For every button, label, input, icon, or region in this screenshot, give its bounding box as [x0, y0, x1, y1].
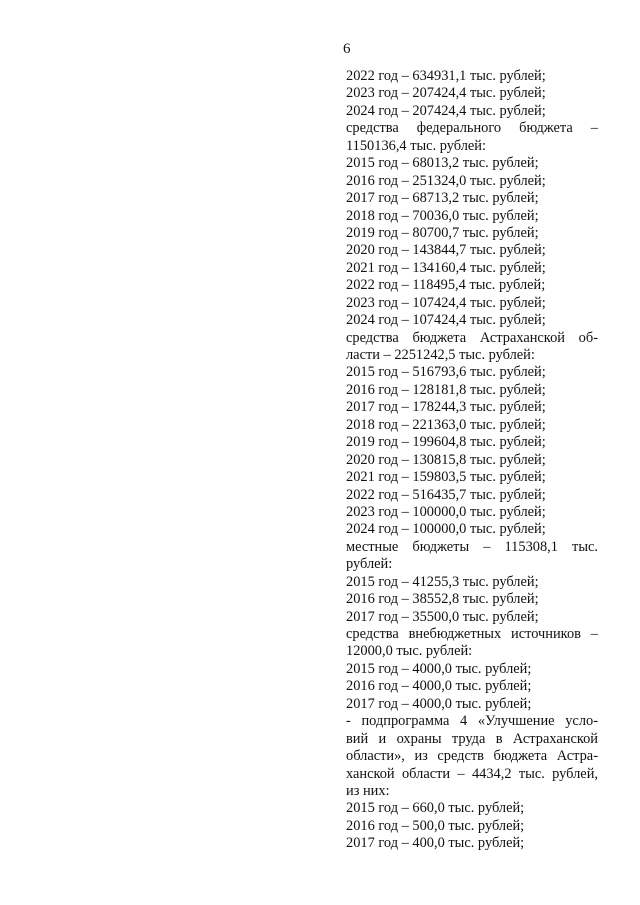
text-line: средства федерального бюджета – — [346, 120, 598, 137]
text-line: 2020 год – 143844,7 тыс. рублей; — [346, 242, 546, 259]
text-line: 2022 год – 516435,7 тыс. рублей; — [346, 486, 546, 503]
text-line: 2024 год – 100000,0 тыс. рублей; — [346, 521, 546, 538]
text-line: рублей: — [346, 556, 393, 573]
text-line: 2019 год – 80700,7 тыс. рублей; — [346, 224, 539, 241]
text-line: ласти – 2251242,5 тыс. рублей: — [346, 347, 535, 363]
text-line: 2023 год – 107424,4 тыс. рублей; — [346, 294, 546, 311]
text-line: 2024 год – 207424,4 тыс. рублей; — [346, 102, 546, 119]
text-line: - подпрограмма 4 «Улучшение усло- — [346, 713, 598, 730]
text-line: 2017 год – 68713,2 тыс. рублей; — [346, 190, 539, 207]
text-line: 2017 год – 4000,0 тыс. рублей; — [346, 695, 532, 712]
budget-text-block — [346, 68, 598, 853]
text-line: 2024 год – 107424,4 тыс. рублей; — [346, 312, 546, 329]
text-line: 2017 год – 35500,0 тыс. рублей; — [346, 608, 539, 625]
text-line: 2015 год – 68013,2 тыс. рублей; — [346, 155, 539, 172]
text-line: 2021 год – 159803,5 тыс. рублей; — [346, 469, 546, 486]
text-line: 2017 год – 400,0 тыс. рублей; — [346, 835, 525, 852]
text-line: средства внебюджетных источников – — [346, 626, 598, 642]
text-line: 2016 год – 500,0 тыс. рублей; — [346, 817, 525, 834]
text-line: 2015 год – 4000,0 тыс. рублей; — [346, 660, 532, 677]
text-line: 2016 год – 128181,8 тыс. рублей; — [346, 381, 546, 398]
text-line: 12000,0 тыс. рублей: — [346, 643, 473, 660]
text-line: средства бюджета Астраханской об- — [346, 329, 598, 346]
text-line: 2021 год – 134160,4 тыс. рублей; — [346, 259, 546, 276]
text-line: из них: — [346, 782, 390, 799]
page-number: 6 — [343, 41, 351, 57]
text-line: 1150136,4 тыс. рублей: — [346, 137, 487, 154]
text-line: ханской области – 4434,2 тыс. рублей, — [346, 765, 598, 782]
text-line: 2018 год – 221363,0 тыс. рублей; — [346, 416, 546, 433]
text-line: 2016 год – 4000,0 тыс. рублей; — [346, 678, 532, 695]
text-line: 2023 год – 207424,4 тыс. рублей; — [346, 85, 546, 102]
text-line: 2020 год – 130815,8 тыс. рублей; — [346, 451, 546, 468]
text-line: 2016 год – 251324,0 тыс. рублей; — [346, 172, 546, 189]
text-line: местные бюджеты – 115308,1 тыс. — [346, 538, 598, 555]
text-line: 2022 год – 634931,1 тыс. рублей; — [346, 68, 546, 84]
text-line: 2019 год – 199604,8 тыс. рублей; — [346, 434, 546, 451]
text-line: 2015 год – 660,0 тыс. рублей; — [346, 800, 525, 817]
text-line: 2022 год – 118495,4 тыс. рублей; — [346, 277, 546, 294]
text-line: вий и охраны труда в Астраханской — [346, 730, 598, 747]
text-line: 2015 год – 41255,3 тыс. рублей; — [346, 573, 539, 590]
text-line: 2023 год – 100000,0 тыс. рублей; — [346, 503, 546, 520]
text-line: области», из средств бюджета Астра- — [346, 748, 598, 765]
text-line: 2018 год – 70036,0 тыс. рублей; — [346, 207, 539, 224]
text-line: 2017 год – 178244,3 тыс. рублей; — [346, 399, 546, 416]
text-line: 2015 год – 516793,6 тыс. рублей; — [346, 364, 546, 381]
text-line: 2016 год – 38552,8 тыс. рублей; — [346, 591, 539, 608]
